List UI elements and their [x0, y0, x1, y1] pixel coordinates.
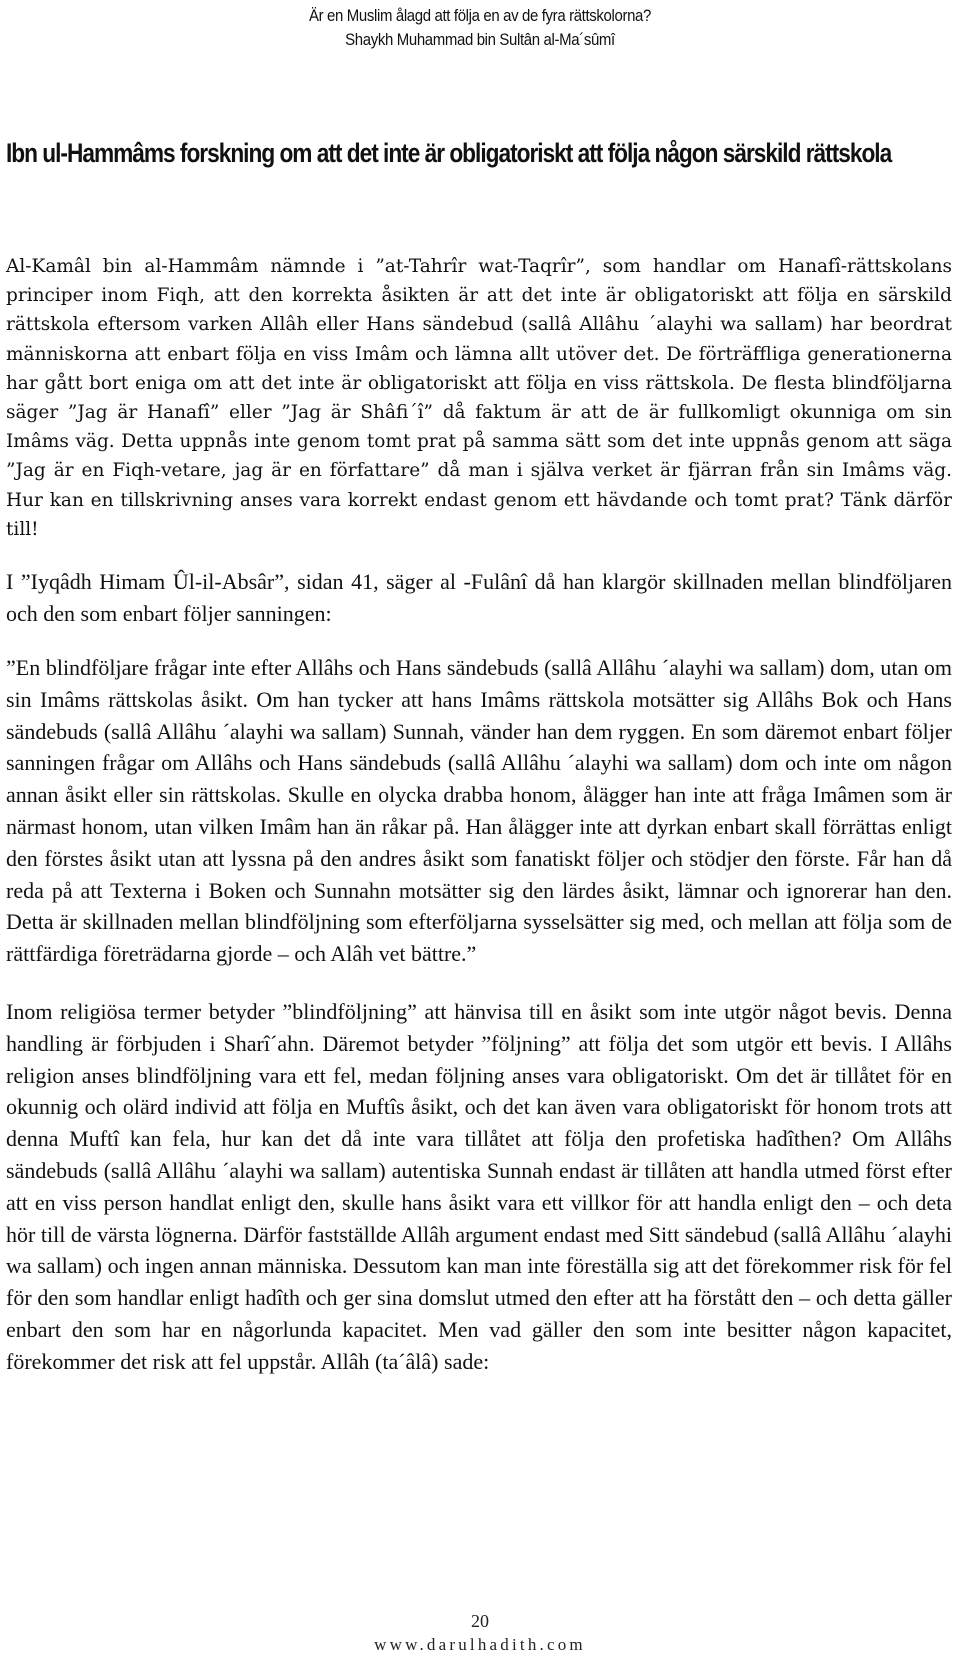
section-title: Ibn ul-Hammâms forskning om att det inte är obligatoriskt att följa någon särskild rättskola — [6, 138, 892, 168]
paragraph-2: I ”Iyqâdh Himam Ûl-il-Absâr”, sidan 41, säger al -Fulânî då han klargör skillnaden mellan blindföljaren och den som enbart följer sanningen: — [6, 569, 952, 627]
body-text — [6, 252, 952, 1378]
paragraph-1: Al-Kamâl bin al-Hammâm nämnde i ”at-Tahrîr wat-Taqrîr”, som handlar om Hanafî-rättskolans principer inom Fiqh, att den korrekta åsikten är att det inte är obligatoriskt att följa en särskild rättskola eftersom varken Allâh eller Hans sändebud (sallâ Allâhu ´alayhi wa sallam) har beordrat människorna att enbart följa en viss Imâm och lämna allt utöver det. De förträffliga generationerna har gått bort eniga om att det inte är obligatoriskt att följa en viss rättskola. De flesta blindföljarna säger ”Jag är Hanafî” eller ”Jag är Shâfi´î” då faktum är att de är fullkomligt okunniga om sin Imâms väg. Detta uppnås inte genom tomt prat på samma sätt som det inte uppnås genom att säga ”Jag är en Fiqh-vetare, jag är en författare” då man i själva verket är fjärran från sin Imâms väg. Hur kan en tillskrivning anses vara korrekt endast genom ett hävdande och tomt prat? Tänk därför till! — [6, 256, 952, 540]
paragraph-3-quote: ”En blindföljare frågar inte efter Allâhs och Hans sändebuds (sallâ Allâhu ´alayhi wa sallam) dom, utan om sin Imâms rättskolas åsikt. Om han tycker att hans Imâms rättskola motsätter sig Allâhs Bok och Hans sändebuds (sallâ Allâhu ´alayhi wa sallam) Sunnah, vänder han dem ryggen. En som däremot enbart följer sanningen frågar om Allâhs och Hans sändebuds (sallâ Allâhu ´alayhi wa sallam) dom och inte om någon annan åsikt eller sin rättskolas. Skulle en olycka drabba honom, ålägger han inte att fråga Imâmen som är närmast honom, utan vilken Imâm han än råkar på. Han ålägger inte att dyrkan enbart skall förrättas enligt den förstes åsikt utan att lyssna på den andres åsikt som fanatiskt följer och stödjer den förste. Får han då reda på att Texterna i Boken och Sunnahn motsätter sig den lärdes åsikt, lämnar och ignorerar han den. Detta är skillnaden mellan blindföljning som efterföljarna sysselsätter sig med, och mellan att följa som de rättfärdiga företrädarna gjorde – och Alâh vet bättre.” — [6, 655, 952, 967]
footer-website: www.darulhadith.com — [374, 1635, 586, 1654]
paragraph-4: Inom religiösa termer betyder ”blindföljning” att hänvisa till en åsikt som inte utgör något bevis. Denna handling är förbjuden i Sharî´ahn. Däremot betyder ”följning” att följa det som utgör ett bevis. I Allâhs religion anses blindföljning vara ett fel, medan följning anses vara obligatoriskt. Om det är tillåtet för en okunnig och olärd individ att följa en Muftîs åsikt, och det kan även vara obligatoriskt för honom trots att denna Muftî kan fela, hur kan det då inte vara tillåtet att följa den profetiska hadîthen? Om Allâhs sändebuds (sallâ Allâhu ´alayhi wa sallam) autentiska Sunnah endast är tillåten att handla utmed först efter att en viss person handlat enligt den, skulle hans åsikt vara ett villkor för att handla enligt den – och deta hör till de värsta lögnerna. Därför fastställde Allâh argument endast med Sitt sändebud (sallâ Allâhu ´alayhi wa sallam) och ingen annan människa. Dessutom kan man inte föreställa sig att det förekommer risk för fel för den som handlar enligt hadîth och ger sina domslut utmed den efter att ha förstått den – och detta gäller enbart den som har en någorlunda kapacitet. Men vad gäller den som inte besitter någon kapacitet, förekommer det risk att fel uppstår. Allâh (ta´âlâ) sade: — [6, 999, 952, 1374]
running-header — [0, 4, 960, 52]
page-number: 20 — [471, 1611, 489, 1631]
header-author: Shaykh Muhammad bin Sultân al-Ma´sûmî — [345, 30, 615, 49]
header-book-title: Är en Muslim ålagd att följa en av de fyra rättskolorna? — [308, 6, 651, 25]
